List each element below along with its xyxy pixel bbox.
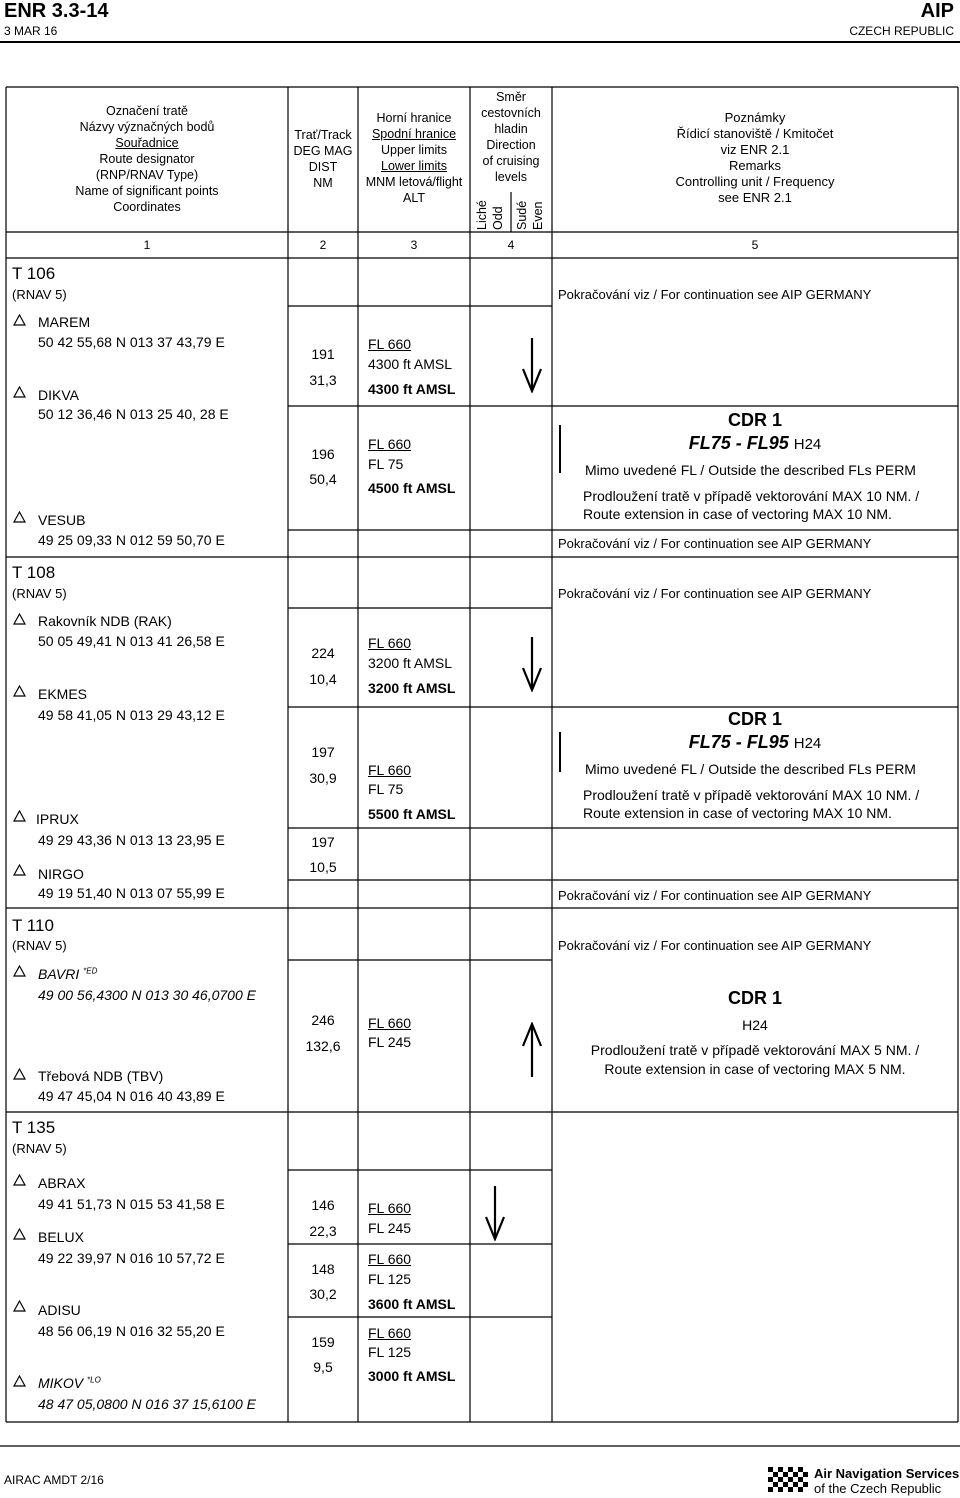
point-name: VESUB: [38, 512, 86, 528]
point-name: Třebová NDB (TBV): [38, 1068, 164, 1084]
reporting-point-triangle-icon: [13, 314, 26, 326]
cdr-label: CDR 1: [727, 709, 782, 729]
column-number-3: 3: [410, 238, 418, 252]
column-header-even: Sudé Even: [515, 200, 545, 230]
reporting-point-triangle-icon: [13, 613, 26, 625]
point-name: ABRAX: [38, 1175, 86, 1191]
reporting-point-triangle-icon: [13, 965, 26, 977]
route-designator: T 135: [12, 1118, 56, 1137]
route-designator: T 110: [12, 916, 54, 935]
minimum-altitude: 4300 ft AMSL: [368, 381, 456, 397]
segment-track: 148: [311, 1261, 335, 1277]
minimum-altitude: 5500 ft AMSL: [368, 806, 456, 822]
point-name: NIRGO: [38, 866, 84, 882]
column-header-limits: Horní hranice Spodní hranice Upper limits Lower limits MNM letová/flight ALT: [365, 111, 463, 205]
point-name: DIKVA: [38, 387, 79, 403]
extension-note-cz: Prodloužení tratě v případě vektorování MAX 10 NM. /: [583, 787, 920, 803]
segment-track: 224: [311, 645, 335, 661]
reporting-point-triangle-icon: [13, 511, 26, 523]
column-number-1: 1: [143, 238, 151, 252]
reporting-point-triangle-icon: [13, 1068, 26, 1080]
point-coordinates: 49 41 51,73 N 015 53 41,58 E: [38, 1196, 225, 1212]
point-coordinates: 49 47 45,04 N 016 40 43,89 E: [38, 1088, 225, 1104]
outside-fl-note: Mimo uvedené FL / Outside the described FLs PERM: [585, 462, 916, 478]
point-name: Rakovník NDB (RAK): [38, 613, 172, 629]
segment-distance: 50,4: [309, 471, 337, 487]
point-coordinates: 50 42 55,68 N 013 37 43,79 E: [38, 334, 225, 350]
column-header-remarks: Poznámky Řídicí stanoviště / Kmitočet viz ENR 2.1 Remarks Controlling unit / Frequency see ENR 2.1: [675, 110, 835, 205]
upper-limit: FL 660: [368, 635, 412, 651]
lower-limit: 3200 ft AMSL: [368, 655, 453, 671]
reporting-point-triangle-icon: [13, 685, 26, 697]
ans-cr-logo-icon: [768, 1467, 808, 1493]
reporting-point-triangle-icon: [13, 1228, 26, 1240]
point-coordinates: 49 29 43,36 N 013 13 23,95 E: [38, 832, 225, 848]
route-type: (RNAV 5): [12, 287, 67, 302]
upper-limit: FL 660: [368, 1015, 412, 1031]
segment-distance: 30,9: [309, 770, 337, 786]
segment-track: 146: [311, 1197, 335, 1213]
reporting-point-triangle-icon: [13, 1174, 26, 1186]
segment-track: 191: [311, 346, 335, 362]
segment-track: 246: [311, 1012, 335, 1028]
route-designator: T 108: [12, 563, 56, 582]
upper-limit: FL 660: [368, 1200, 412, 1216]
continuation-note: Pokračování viz / For continuation see AIP GERMANY: [558, 287, 872, 302]
lower-limit: FL 125: [368, 1271, 412, 1287]
point-coordinates: 48 56 06,19 N 016 32 55,20 E: [38, 1323, 225, 1339]
minimum-altitude: 3600 ft AMSL: [368, 1296, 456, 1312]
segment-distance: 31,3: [309, 372, 337, 388]
extension-note-en: Route extension in case of vectoring MAX 10 NM.: [583, 805, 892, 821]
lower-limit: 4300 ft AMSL: [368, 356, 453, 372]
point-coordinates: 48 47 05,0800 N 016 37 15,6100 E: [38, 1396, 256, 1412]
segment-distance: 30,2: [309, 1286, 337, 1302]
segment-distance: 22,3: [309, 1223, 337, 1239]
reporting-point-triangle-icon: [13, 864, 26, 876]
lower-limit: FL 75: [368, 456, 404, 472]
point-name: ADISU: [38, 1302, 81, 1318]
upper-limit: FL 660: [368, 436, 412, 452]
point-coordinates: 49 58 41,05 N 013 29 43,12 E: [38, 707, 225, 723]
reporting-point-triangle-icon: [13, 1300, 26, 1312]
route-type: (RNAV 5): [12, 586, 67, 601]
continuation-note: Pokračování viz / For continuation see AIP GERMANY: [558, 536, 872, 551]
point-coordinates: 50 12 36,46 N 013 25 40, 28 E: [38, 406, 229, 422]
lower-limit: FL 245: [368, 1034, 412, 1050]
column-number-2: 2: [319, 238, 327, 252]
amendment-reference: AIRAC AMDT 2/16: [4, 1473, 104, 1487]
direction-down-arrow-icon: [484, 1185, 506, 1241]
segment-track: 196: [311, 446, 335, 462]
country-name: CZECH REPUBLIC: [849, 24, 954, 38]
point-coordinates: 50 05 49,41 N 013 41 26,58 E: [38, 633, 225, 649]
cdr-flight-levels: FL75 - FL95 H24: [688, 732, 822, 752]
minimum-altitude: 3200 ft AMSL: [368, 680, 456, 696]
point-name: BAVRI $^{*ED}$: [38, 966, 98, 982]
point-name: IPRUX: [36, 811, 79, 827]
upper-limit: FL 660: [368, 1325, 412, 1341]
point-name: BELUX: [38, 1229, 84, 1245]
doc-reference: ENR 3.3-14: [4, 0, 109, 22]
point-name: MIKOV $^{*LO}$: [38, 1375, 101, 1391]
reporting-point-triangle-icon: [13, 1375, 26, 1387]
point-coordinates: 49 00 56,4300 N 013 30 46,0700 E: [38, 987, 256, 1003]
column-number-5: 5: [751, 238, 759, 252]
extension-note-en: Route extension in case of vectoring MAX 5 NM.: [604, 1061, 906, 1077]
upper-limit: FL 660: [368, 336, 412, 352]
route-type: (RNAV 5): [12, 938, 67, 953]
upper-limit: FL 660: [368, 1251, 412, 1267]
reporting-point-triangle-icon: [13, 810, 26, 822]
publication-name: AIP: [920, 0, 954, 22]
organization-name-line1: Air Navigation Services: [814, 1466, 960, 1481]
cdr-flight-levels: FL75 - FL95 H24: [688, 433, 822, 453]
point-coordinates: 49 19 51,40 N 013 07 55,99 E: [38, 885, 225, 901]
lower-limit: FL 75: [368, 781, 404, 797]
upper-limit: FL 660: [368, 762, 412, 778]
continuation-note: Pokračování viz / For continuation see AIP GERMANY: [558, 938, 872, 953]
segment-distance: 9,5: [313, 1359, 333, 1375]
point-name: MAREM: [38, 314, 91, 330]
segment-distance: 10,4: [309, 671, 337, 687]
extension-note-cz: Prodloužení tratě v případě vektorování MAX 10 NM. /: [583, 488, 920, 504]
segment-track: 197: [311, 834, 335, 850]
continuation-note: Pokračování viz / For continuation see AIP GERMANY: [558, 888, 872, 903]
organization-name-line2: of the Czech Republic: [814, 1481, 942, 1496]
direction-down-arrow-icon: [521, 337, 543, 393]
segment-distance: 10,5: [309, 859, 337, 875]
segment-distance: 132,6: [305, 1038, 341, 1054]
column-header-route: Označení tratě Názvy význačných bodů Souřadnice Route designator (RNP/RNAV Type) Name of significant points Coordinates: [75, 104, 219, 214]
cdr-label: CDR 1: [727, 410, 782, 430]
doc-date: 3 MAR 16: [4, 24, 58, 38]
segment-track: 159: [311, 1334, 335, 1350]
column-number-4: 4: [507, 238, 515, 252]
extension-note-cz: Prodloužení tratě v případě vektorování MAX 5 NM. /: [590, 1042, 920, 1058]
column-header-odd: Liché Odd: [475, 200, 505, 230]
column-header-track: Trať/Track DEG MAG DIST NM: [293, 128, 353, 190]
cdr-label: CDR 1: [727, 988, 782, 1008]
segment-track: 197: [311, 744, 335, 760]
point-coordinates: 49 22 39,97 N 016 10 57,72 E: [38, 1250, 225, 1266]
minimum-altitude: 4500 ft AMSL: [368, 480, 456, 496]
minimum-altitude: 3000 ft AMSL: [368, 1368, 456, 1384]
cdr-hours: H24: [742, 1017, 768, 1033]
direction-up-arrow-icon: [521, 1022, 543, 1078]
outside-fl-note: Mimo uvedené FL / Outside the described FLs PERM: [585, 761, 916, 777]
direction-down-arrow-icon: [521, 636, 543, 692]
column-header-direction: Směr cestovních hladin Direction of cruising levels: [481, 90, 541, 184]
point-name: EKMES: [38, 686, 88, 702]
continuation-note: Pokračování viz / For continuation see AIP GERMANY: [558, 586, 872, 601]
route-type: (RNAV 5): [12, 1141, 67, 1156]
lower-limit: FL 125: [368, 1344, 412, 1360]
point-coordinates: 49 25 09,33 N 012 59 50,70 E: [38, 532, 225, 548]
lower-limit: FL 245: [368, 1220, 412, 1236]
route-designator: T 106: [12, 264, 56, 283]
extension-note-en: Route extension in case of vectoring MAX 10 NM.: [583, 506, 892, 522]
reporting-point-triangle-icon: [13, 386, 26, 398]
